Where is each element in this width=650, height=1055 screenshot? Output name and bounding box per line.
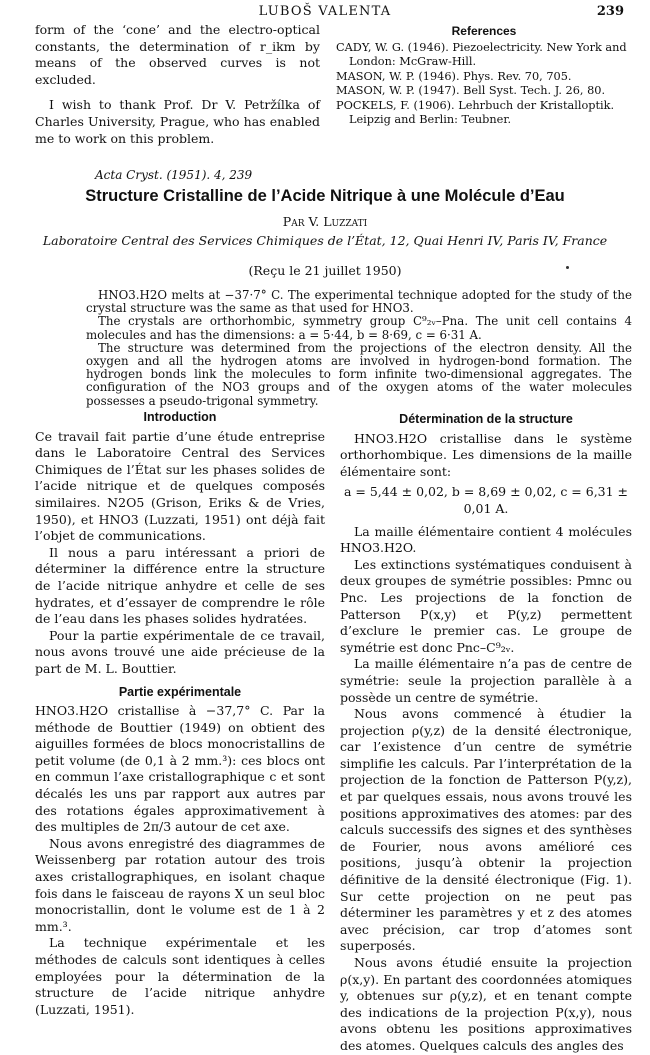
right-column xyxy=(340,409,632,1055)
references-heading: References xyxy=(451,24,517,38)
acknowledgement: I wish to thank Prof. Dr V. Petržílka of Charles University, Prague, who has enabled me to work on this problem. xyxy=(35,97,320,146)
article-title: Structure Cristalline de l’Acide Nitrique à une Molécule d’Eau xyxy=(85,187,565,205)
body-paragraph: HNO3.H2O cristallise à −37,7° C. Par la méthode de Bouttier (1949) on obtient des aiguilles formées de blocs monocristallins de petit volume (de 0,1 à 2 mm.³): ces blocs ont en commun l’axe cristallographique c et sont décalés les uns par rapport aux autres par des rotations égales approximativement à des multiples de 2π/3 autour de cet axe. xyxy=(35,703,325,835)
previous-article-ending xyxy=(35,22,320,147)
abstract-paragraph: The crystals are orthorhombic, symmetry group C⁹₂ᵥ–Pna. The unit cell contains 4 molecules and has the dimensions: a = 5·44, b = 8·69, c = 6·31 A. xyxy=(86,314,632,342)
body-paragraph: Nous avons enregistré des diagrammes de Weissenberg par rotation autour des trois axes cristallographiques, en isolant chaque fois dans le faisceau de rayons X un seul bloc monocristallin, dont le volume est de 1 à 2 mm.³. xyxy=(35,835,325,934)
page-number: 239 xyxy=(596,4,624,19)
body-paragraph: La technique expérimentale et les méthodes de calculs sont identiques à celles employées pour la détermination de la structure de l’acide nitrique anhydre (Luzzati, 1951). xyxy=(35,935,325,1017)
author-affiliation: Laboratoire Central des Services Chimiques de l’État, 12, Quai Henri IV, Paris IV, France xyxy=(42,233,608,248)
abstract xyxy=(86,289,632,408)
abstract-paragraph: HNO3.H2O melts at −37·7° C. The experimental technique adopted for the study of the crystal structure was the same as that used for HNO3. xyxy=(86,288,632,316)
cell-dimensions-equation: a = 5,44 ± 0,02, b = 8,69 ± 0,02, c = 6,31 ± 0,01 A. xyxy=(343,484,629,516)
body-paragraph: La maille élémentaire contient 4 molécules HNO3.H2O. xyxy=(340,523,632,556)
reference-item: POCKELS, F. (1906). Lehrbuch der Kristalloptik. Leipzig and Berlin: Teubner. xyxy=(336,98,615,127)
reference-item: MASON, W. P. (1947). Bell Syst. Tech. J. 26, 80. xyxy=(336,84,606,98)
body-paragraph: Nous avons commencé à étudier la projection ρ(y,z) de la densité électronique, car l’existence d’un centre de symétrie simplifie les calculs. Par l’interprétation de la projection de la fonction de Patterson P(y,z), et par quelques essais, nous avons trouvé les positions approximatives des atomes: par des calculs successifs des signes et des synthèses de Fourier, nous avons amélioré ces positions, jusqu’à obtenir la projection définitive de la densité électronique (Fig. 1). Sur cette projection on ne peut pas déterminer les paramètres y et z des atomes avec précision, car trop d’atomes sont superposés. xyxy=(340,706,632,954)
reference-item: MASON, W. P. (1946). Phys. Rev. 70, 705. xyxy=(336,69,572,83)
journal-reference: Acta Cryst. (1951). 4, 239 xyxy=(95,168,253,182)
left-column xyxy=(35,407,325,1018)
body-paragraph: Les extinctions systématiques conduisent à deux groupes de symétrie possibles: Pmnc ou Pnc. Les projections de la fonction de Patterson P(x,y) et P(y,z) permettent d’exclure le premier cas. Le groupe de symétrie est donc Pnc–C⁹₂ᵥ. xyxy=(340,556,632,655)
speck-mark xyxy=(566,266,569,269)
body-paragraph: Ce travail fait partie d’une étude entreprise dans le Laboratoire Central des Services Chimiques de l’État sur les phases solides de l’acide nitrique et de quelques composés similaires. N2O5 (Grison, Eriks & de Vries, 1950), et HNO3 (Luzzati, 1951) ont déjà fait l’objet de communications. xyxy=(35,428,325,544)
received-date: (Reçu le 21 juillet 1950) xyxy=(248,263,402,278)
body-paragraph: Il nous a paru intéressant a priori de déterminer la différence entre la structure de l’acide nitrique anhydre et celle de ses hydrates, et d’essayer de comprendre le rôle de l’eau dans les phases solides hydratées. xyxy=(35,544,325,627)
reference-item: CADY, W. G. (1946). Piezoelectricity. New York and London: McGraw-Hill. xyxy=(336,41,627,69)
references-block xyxy=(336,24,632,127)
structure-heading: Détermination de la structure xyxy=(399,412,573,426)
experimental-heading: Partie expérimentale xyxy=(118,684,242,699)
body-paragraph: La maille élémentaire n’a pas de centre de symétrie: seule la projection parallèle à a possède un centre de symétrie. xyxy=(340,656,632,705)
abstract-paragraph: The structure was determined from the projections of the electron density. All the oxygen and all the hydrogen atoms are involved in hydrogen-bond formation. The hydrogen bonds link the molecules to form infinite two-dimensional aggregates. The configuration of the NO3 groups and of the oxygen atoms of the water molecules possesses a pseudo-trigonal symmetry. xyxy=(86,340,632,408)
closing-paragraph: form of the ‘cone’ and the electro-optical constants, the determination of r_ikm by means of the observed curves is not excluded. xyxy=(35,22,320,87)
body-paragraph: Nous avons étudié ensuite la projection ρ(x,y). En partant des coordonnées atomiques y, obtenues sur ρ(y,z), et en tenant compte des indications de la projection P(x,y), nous avons obtenu les positions approximatives des atomes. Quelques calculs des angles des xyxy=(340,955,632,1053)
running-title: LUBOŠ VALENTA xyxy=(258,4,392,19)
body-paragraph: Pour la partie expérimentale de ce travail, nous avons trouvé une aide précieuse de la part de M. L. Bouttier. xyxy=(35,627,325,676)
body-paragraph: HNO3.H2O cristallise dans le système orthorhombique. Les dimensions de la maille élémentaire sont: xyxy=(340,430,632,479)
article-author: Par V. Luzzati xyxy=(282,214,368,229)
introduction-heading: Introduction xyxy=(143,410,217,424)
